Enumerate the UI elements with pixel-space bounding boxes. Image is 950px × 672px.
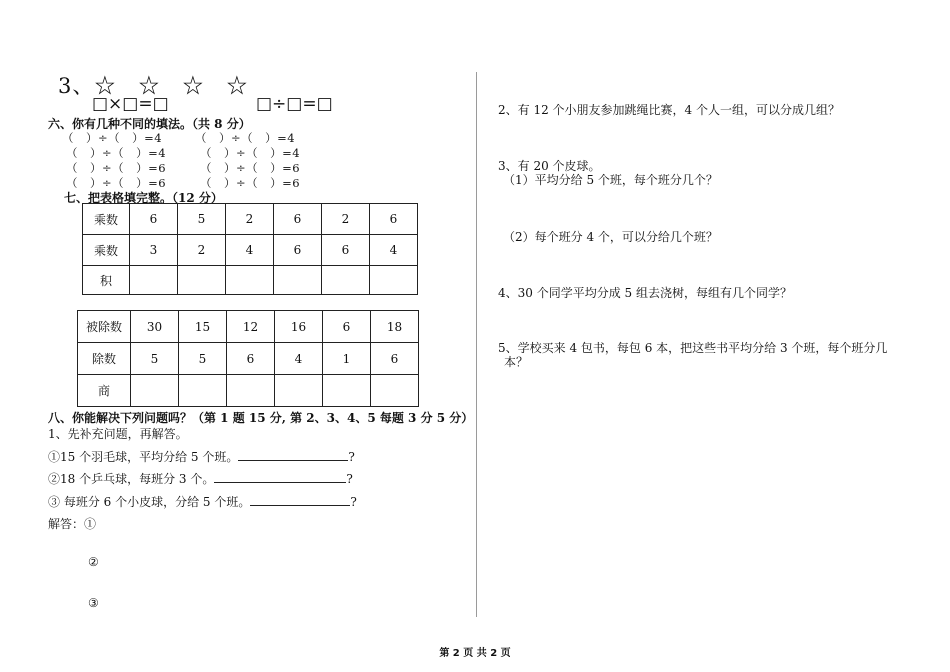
right-q2: 2、有 12 个小朋友参加跳绳比赛，4 个人一组，可以分成几组？ [498, 103, 840, 117]
table-cell: 4 [226, 235, 274, 266]
answer-label-1: 解答：① [48, 517, 97, 531]
product-answer-cell[interactable] [274, 266, 322, 295]
table-cell: 30 [131, 311, 179, 343]
section6-row3-left: （ ）÷（ ）=6 [66, 161, 167, 175]
section8-title: 八、你能解决下列问题吗？（第 1 题 15 分, 第 2、3、4、5 每题 3 分 5 分） [48, 411, 474, 425]
table-cell: 6 [322, 235, 370, 266]
multiplication-table [82, 203, 418, 295]
table-cell: 4 [275, 343, 323, 375]
answer-label-2: ② [88, 555, 99, 569]
quotient-answer-cell[interactable] [227, 375, 275, 407]
section8-q1: 1、先补充问题，再解答。 [48, 427, 188, 441]
product-answer-cell[interactable] [322, 266, 370, 295]
table-cell: 2 [226, 204, 274, 235]
quotient-answer-cell[interactable] [371, 375, 419, 407]
section6-row3-right: （ ）÷（ ）=6 [200, 161, 301, 175]
item-text: ③ 每班分 6 个小皮球，分给 5 个班。 [48, 495, 251, 509]
answer-blank[interactable] [250, 494, 350, 506]
section6-row1-left: （ ）÷（ ）=4 [62, 131, 163, 145]
table-cell: 6 [227, 343, 275, 375]
quotient-answer-cell[interactable] [323, 375, 371, 407]
quotient-answer-cell[interactable] [131, 375, 179, 407]
item-text: ②18 个乒乓球，每班分 3 个。 [48, 472, 215, 486]
table-row-header: 乘数 [83, 235, 130, 266]
section6-row4-right: （ ）÷（ ）=6 [200, 176, 301, 190]
right-q3-part2: （2）每个班分 4 个，可以分给几个班？ [503, 230, 718, 244]
product-answer-cell[interactable] [370, 266, 418, 295]
quotient-answer-cell[interactable] [179, 375, 227, 407]
right-q3: 3、有 20 个皮球。 [498, 159, 601, 173]
question-mark: ? [346, 472, 353, 486]
table-row-header: 被除数 [78, 311, 131, 343]
section6-row2-left: （ ）÷（ ）=4 [66, 146, 167, 160]
table-cell: 6 [274, 235, 322, 266]
table-row-header: 积 [83, 266, 130, 295]
table-cell: 6 [274, 204, 322, 235]
section6-title: 六、你有几种不同的填法。（共 8 分） [48, 117, 251, 131]
section8-item3 [48, 493, 357, 510]
item-text: ①15 个羽毛球，平均分给 5 个班。 [48, 450, 239, 464]
q3-multiply-equation: □×□=□ [92, 94, 169, 114]
answer-blank[interactable] [238, 449, 348, 461]
section8-item2 [48, 470, 353, 487]
product-answer-cell[interactable] [226, 266, 274, 295]
table-cell: 12 [227, 311, 275, 343]
quotient-answer-cell[interactable] [275, 375, 323, 407]
table-cell: 6 [323, 311, 371, 343]
product-answer-cell[interactable] [178, 266, 226, 295]
table-cell: 2 [178, 235, 226, 266]
page-footer: 第 2 页 共 2 页 [439, 648, 511, 659]
table-cell: 6 [130, 204, 178, 235]
section8-item1 [48, 448, 355, 465]
table-cell: 6 [370, 204, 418, 235]
table-cell: 5 [179, 343, 227, 375]
division-table [77, 310, 419, 407]
table-cell: 18 [371, 311, 419, 343]
table-row-header: 商 [78, 375, 131, 407]
right-q4: 4、30 个同学平均分成 5 组去浇树，每组有几个同学？ [498, 286, 792, 300]
right-q5-line2: 本？ [504, 355, 529, 369]
question-mark: ? [348, 450, 355, 464]
table-cell: 1 [323, 343, 371, 375]
table-cell: 5 [178, 204, 226, 235]
q3-divide-equation: □÷□=□ [256, 94, 333, 114]
question-mark: ? [350, 495, 357, 509]
answer-label-3: ③ [88, 596, 99, 610]
right-q5-line1: 5、学校买来 4 包书，每包 6 本，把这些书平均分给 3 个班，每个班分几 [498, 341, 888, 355]
section6-row1-right: （ ）÷（ ）=4 [195, 131, 296, 145]
table-row-header: 除数 [78, 343, 131, 375]
table-cell: 5 [131, 343, 179, 375]
table-cell: 4 [370, 235, 418, 266]
q3-star-heading: 3、☆ ☆ ☆ ☆ [58, 74, 249, 98]
section6-row4-left: （ ）÷（ ）=6 [66, 176, 167, 190]
table-cell: 16 [275, 311, 323, 343]
section7-title: 七、把表格填完整。（12 分） [64, 191, 223, 205]
table-row-header: 乘数 [83, 204, 130, 235]
table-cell: 2 [322, 204, 370, 235]
product-answer-cell[interactable] [130, 266, 178, 295]
table-cell: 3 [130, 235, 178, 266]
answer-blank[interactable] [214, 471, 346, 483]
table-cell: 6 [371, 343, 419, 375]
table-cell: 15 [179, 311, 227, 343]
section6-row2-right: （ ）÷（ ）=4 [200, 146, 301, 160]
right-q3-part1: （1）平均分给 5 个班，每个班分几个？ [503, 173, 718, 187]
column-divider [476, 72, 477, 617]
